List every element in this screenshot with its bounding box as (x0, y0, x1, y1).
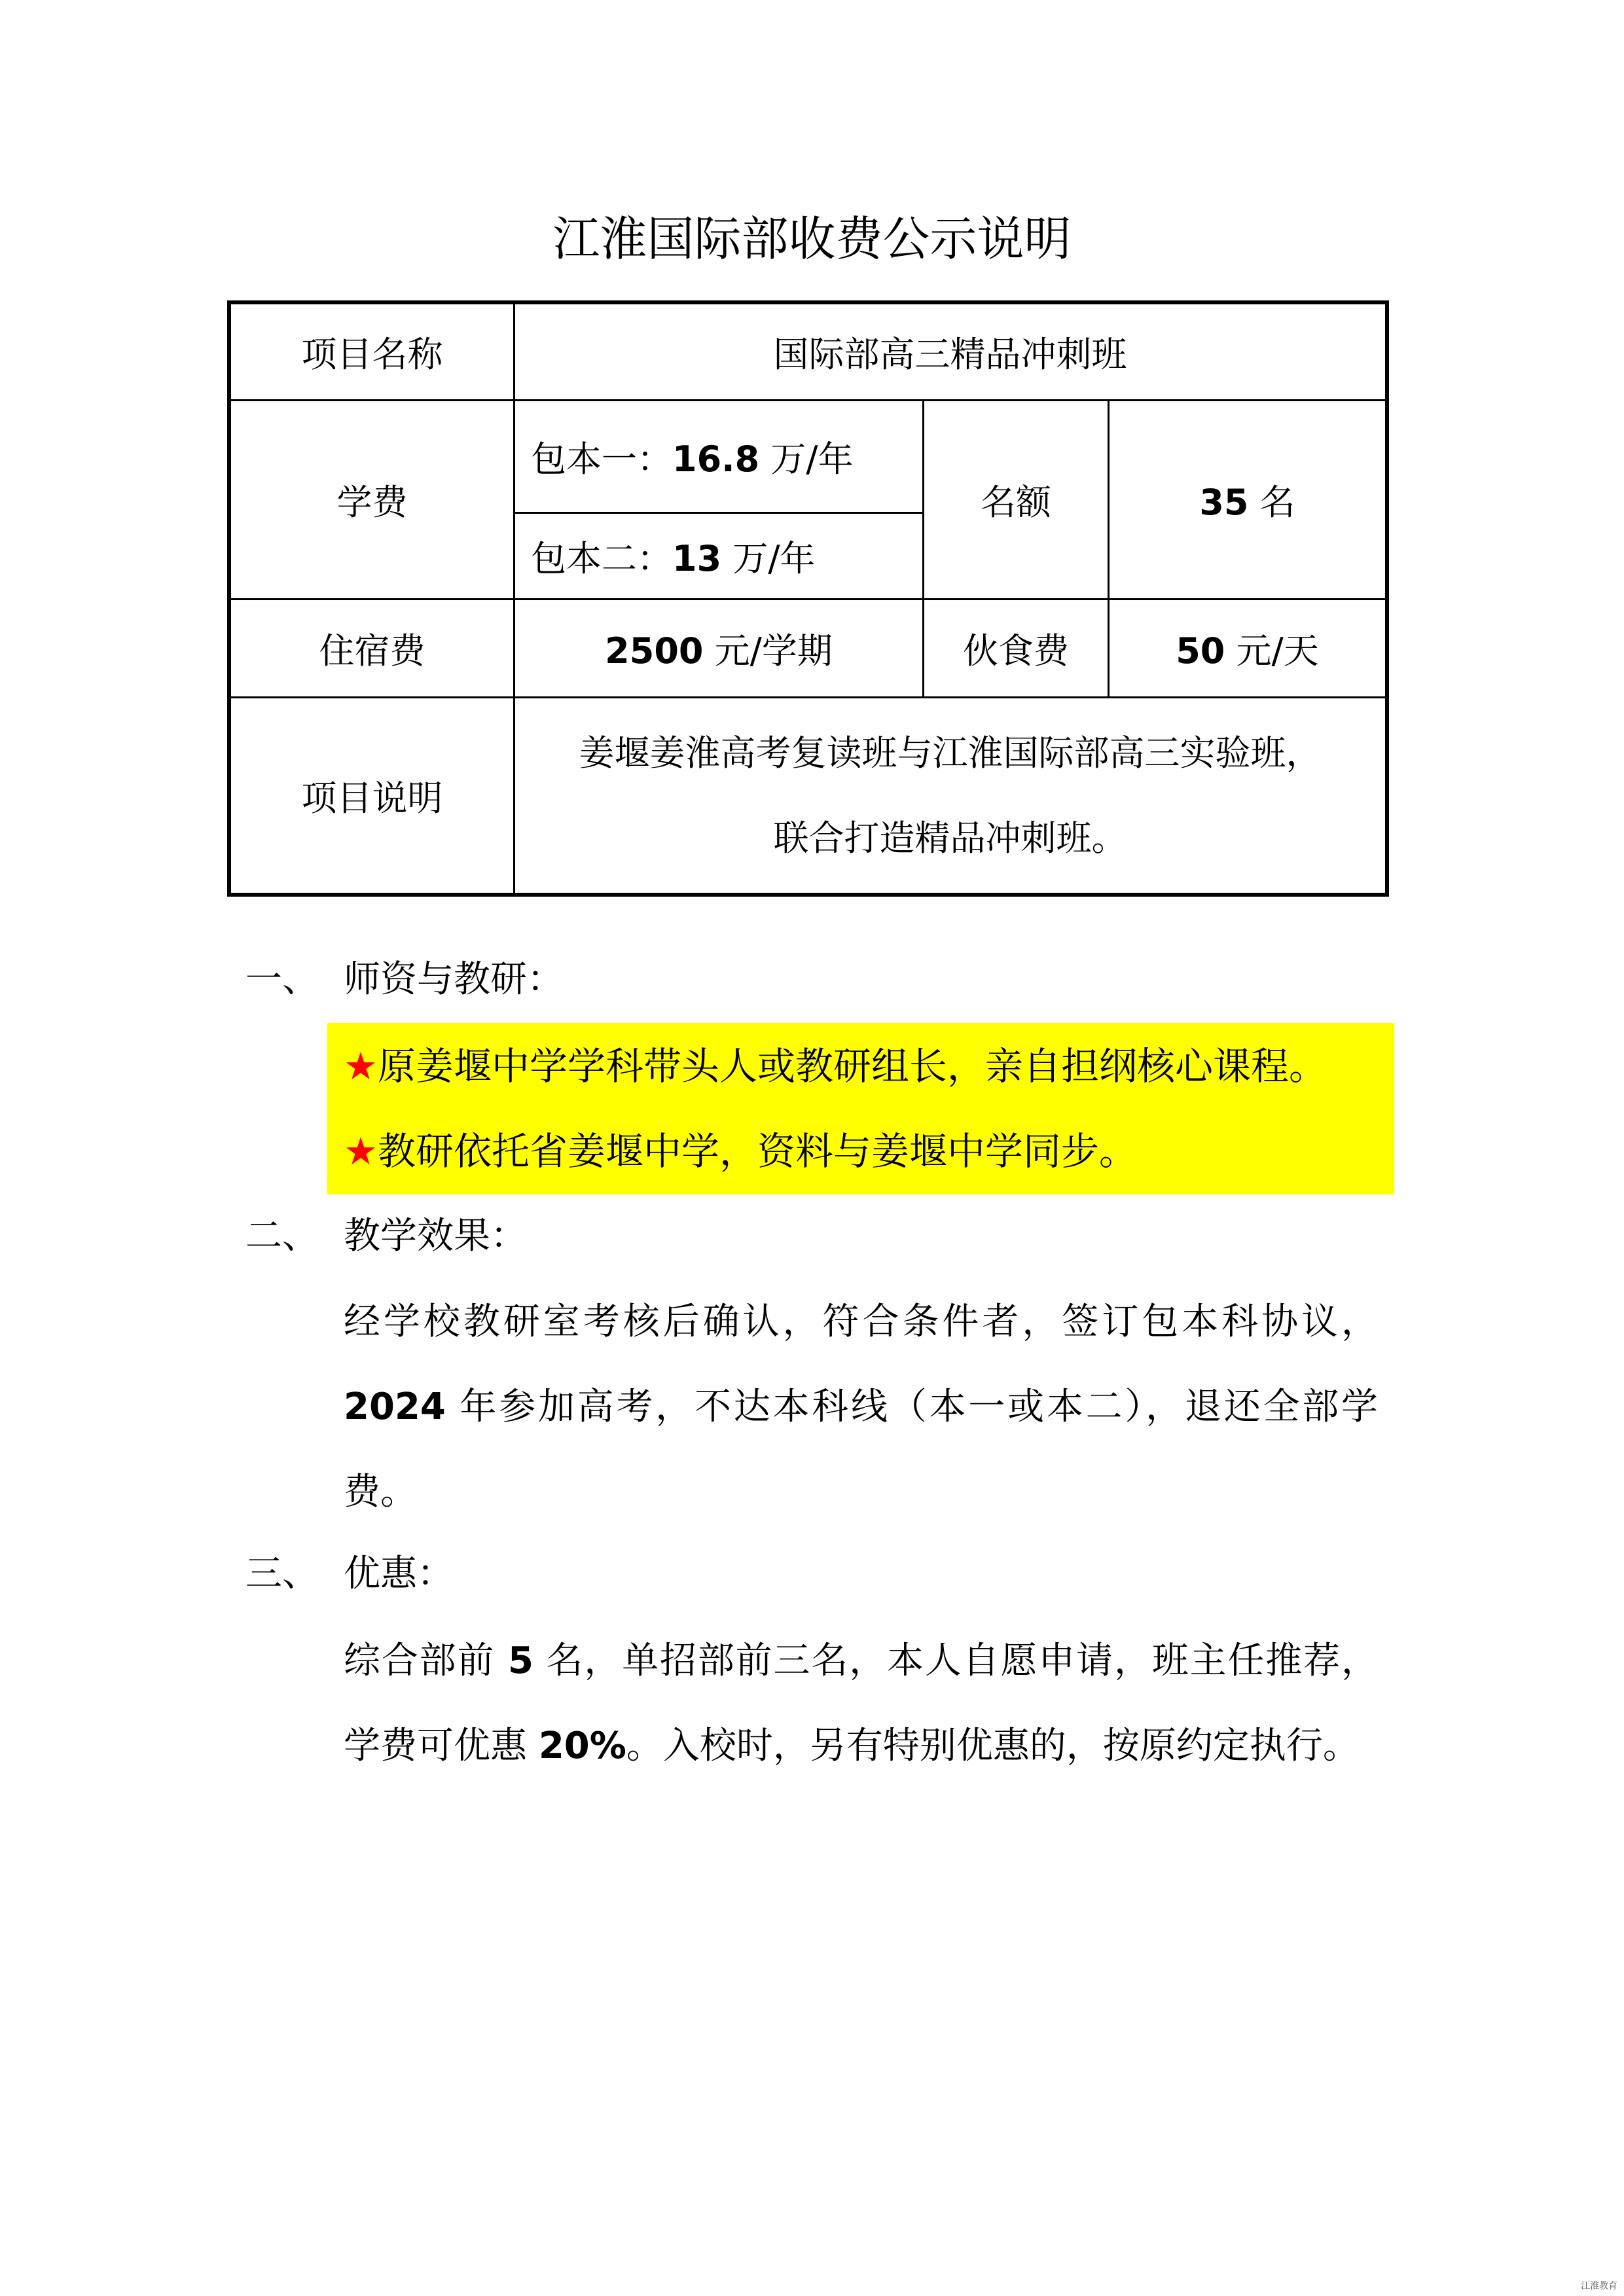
tuition-option-2: 包本二：13 万/年 (514, 513, 924, 600)
meal-value: 50 元/天 (1109, 600, 1386, 698)
tuition-label: 学费 (230, 401, 514, 600)
tuition-option-1: 包本一：16.8 万/年 (514, 401, 924, 513)
page-title: 江淮国际部收费公示说明 (552, 211, 1072, 266)
section-3-heading: 三、 优惠： (245, 1552, 454, 1595)
table-row-description (230, 698, 1386, 894)
section-1-heading: 一、 师资与教研： (245, 958, 564, 1001)
quota-label: 名额 (924, 401, 1109, 600)
desc-label: 项目说明 (230, 698, 514, 894)
section-1-item-2: ★教研依托省姜堰中学，资料与姜堰中学同步。 (344, 1129, 1138, 1174)
quota-value: 35 名 (1109, 401, 1386, 600)
table-row-project-name (230, 304, 1386, 401)
table-row-dorm-meal (230, 600, 1386, 698)
project-name-label: 项目名称 (230, 304, 514, 401)
footer-watermark: 江淮教育 (1581, 2281, 1617, 2291)
section-3-paragraph: 综合部前 5 名，单招部前三名，本人自愿申请，班主任推荐，学费可优惠 20%。入校时，另有特别优惠的，按原约定执行。 (344, 1640, 1378, 1767)
star-icon: ★ (344, 1129, 378, 1174)
meal-label: 伙食费 (924, 600, 1109, 698)
dorm-value: 2500 元/学期 (514, 600, 924, 698)
table-row-tuition-1 (230, 401, 1386, 513)
section-2-paragraph: 经学校教研室考核后确认，符合条件者，签订包本科协议，2024 年参加高考，不达本科线（本一或本二），退还全部学费。 (344, 1300, 1378, 1513)
section-1-item-1: ★原姜堰中学学科带头人或教研组长，亲自担纲核心课程。 (344, 1044, 1327, 1088)
star-icon: ★ (344, 1044, 378, 1088)
desc-value: 姜堰姜淮高考复读班与江淮国际部高三实验班， 联合打造精品冲刺班。 (514, 698, 1386, 894)
project-name-value: 国际部高三精品冲刺班 (514, 304, 1386, 401)
section-2-heading: 二、 教学效果： (245, 1215, 527, 1257)
dorm-label: 住宿费 (230, 600, 514, 698)
fee-table (229, 302, 1387, 895)
